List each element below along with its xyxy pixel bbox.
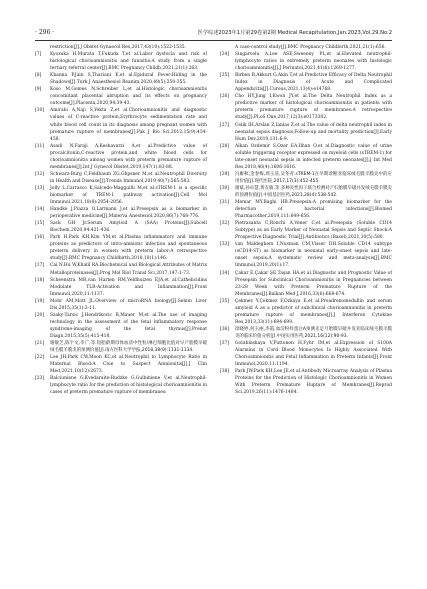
header-rule [35,40,392,41]
reference-entry [220,270,392,298]
reference-number: [36] [220,326,230,332]
reference-number: [25] [220,73,230,79]
reference-number: [19] [35,298,45,304]
reference-entry [35,206,207,220]
reference-number: [32] [220,221,230,227]
reference-number: [28] [220,143,230,149]
reference-number: [9] [35,87,42,93]
reference-entry [35,298,207,312]
reference-entry [35,277,207,298]
reference-number: [35] [220,298,230,304]
reference-text: Kyozuka H,Murata T,Fukuda T,et al.Labor dystocia and risk of histological chorioamnionitis and funisitis:A study from a single tertiary referral center[J].BMC Pregnancy Childb,2021,21(1):263. [50,52,207,72]
reference-entry [35,312,207,340]
right-column [220,44,392,396]
reference-text: 谢斌,孙卓慧,黄友敏,等.多种炎性因子联合检测对产妇胎膜早破并发绒毛膜羊膜炎的预测价值[J].中国基层医药,2021,28(4):538-542. [235,185,392,198]
reference-number: [8] [35,73,42,79]
reference-number: [26] [220,94,230,100]
reference-number: [24] [220,52,230,58]
reference-entry [220,51,392,72]
reference-entry [220,199,392,220]
reference-text: Park H,Park KH,Kim YM,et al.Plasma inflammatory and immune proteins as predictors of intra-amniotic infection and spontaneous preterm delivery in women with preterm labor:A retrospective study[J].BMC Pregnancy Childbirth,2018,18(1):146. [50,235,207,262]
reference-number: [14] [35,207,45,213]
reference-number: [7] [35,52,42,58]
reference-entry [220,340,392,368]
reference-entry [35,354,207,375]
reference-text: Balciuniene G,Kvedaraite-Rudzke G,Gulbiniene V,et al.Neutrophil-lymphocyte ratio for the prediction of histological chorioamnionitis in cases of preterm premature rupture of membranes: [50,376,207,396]
reference-entry [220,220,392,241]
reference-entry [220,185,392,199]
reference-entry [35,234,207,262]
reference-text: Alkan Ozdemir S,Ozer EA,Ilhan O,et al.Diagnostic value of urine soluble triggering receptor expressed on myeloid cells (sTREM-1) for late-onset neonatal sepsis in infected preterm neonates[J].J Int Med Res,2018,46(4):1606-1616. [235,143,392,170]
reference-text: Cai N,Hu W,Khalil RA.Biochemical and Biological Attributes of Matrix Metalloproteinases[J].Prog Mol Biol Transl Sci,2017,147:1-73. [50,263,207,276]
left-column [35,44,207,396]
page-header [35,28,392,38]
reference-entry [220,122,392,143]
page-number: · 296 · [35,29,55,36]
reference-text: van Maldeghem I,Nusman CM,Visser DH.Soluble CD14 subtype (sCD14-ST) as biomarker in neonatal early-onset sepsis and late-onset sepsis:A systematic review and meta-analysis[J].BMC Immunol,2019,20(1):17. [235,242,392,269]
reference-text: Çekmez Y,Çekmez F,Ozkaya E,et al.Proadrenomedullin and serum amyloid A as a predictor of subclinical chorioamnionitis in preterm premature rupture of membranes[J].J Interferon Cytokine Res,2013,33(11):694-699. [235,298,392,325]
reference-number: [34] [220,270,230,276]
reference-text: Pietrasanta C,Ronchi A,Vener C,et al.Presepsin (Soluble CD14 Subtype) as an Early Marker of Neonatal Sepsis and Septic Shock:A Prospective Diagnostic Trial[J].Antibiotics (Basel),2021,10(5):580. [235,221,392,241]
reference-number: [21] [35,340,45,346]
reference-text: 徐晓婷,何玉丽,李霞.血淀粉样蛋白A预测未足月胎膜早破并发亚临床绒毛膜羊膜炎的临床价值分析[J].中国实用医药,2021,16(12):90-93. [235,326,392,339]
reference-number: [17] [35,263,45,269]
reference-text: Mohr AM,Mott JL.Overview of microRNA biology[J].Semin Liver Dis,2015,35(1):3-11. [50,298,207,311]
reference-text: Koso M,Gomes N,Schreiber L,et al.Histologic chorioamnionitis concomitant placental abruption and its effects on pregnancy outcome[J].Placenta,2020,94:39-43. [50,87,207,107]
reference-text: 冯雁秋,金春梅,周玉清,吴冬青.sTREM-1在早期诊断亚临床绒毛膜羊膜炎中的应用价值[J].现代医院,2017,17(3):452-455. [235,171,392,184]
reference-entry [220,368,392,396]
reference-text: 谢敏芝,陈宇文,李广,等.短胎龄期母体血清中性粒/淋巴细胞比值对早产胎膜早破绒毛膜羊膜炎的预测价值[J].南方医科大学学报,2018,38(9):1131-1134. [50,340,207,354]
reference-entry [35,171,207,185]
reference-text: Asadi N,Faraji A,Keshavarzi A,et al.Predictive value of procalcitonin,C-reactive protein,and white blood cells for chorioamnionitis among women with preterm premature rupture of membranes[J].Int J Gynecol Obstet,2019,147(1):83-88. [50,143,207,170]
reference-entry [220,143,392,171]
reference-text: Singarvelu A,Lee ASE,Sweeney PL,et al.Elevated neutrophil-lymphocyte ratios in extremely preterm neonates with histologic chorioamnionitis[J].J Perinatol,2021,41(6):1269-1277. [235,52,392,72]
reference-number: [20] [35,312,45,318]
reference-entry [35,51,207,72]
reference-number: [27] [220,122,230,128]
reference-number: [37] [220,340,230,346]
reference-text: Cho HY,Jung I,Kwon JY,et al.The Delta Neutrophil Index as a predictive marker of histological chorioamnionitis in patients with preterm premature rupture of membranes:A retrospective study[J].PLoS One,2017,12(3):e0173382. [235,94,392,121]
reference-text: Lee JH,Park CW,Moon KC,et al.Neutrophil to Lymphocyte Ratio in Maternal Blood:A Clue to Suspect Amnionitis[J].J Clin Med,2021,10(12):2673. [50,355,207,375]
reference-entry [35,107,207,142]
reference-number: [11] [35,143,45,149]
reference-text: Memar MY,Baghi HB.Presepsin:A promising biomarker for the detection of bacterial infections[J].Biomed Pharmacother,2019,111:649-656. [235,200,392,220]
reference-text: Khanna P,Jain S,Thariani K,et al.Epidural Fever:Hiding in the Shadows[J].Turk J Anaesthesiol Reanim,2020,48(5):350-355. [50,73,207,86]
reference-number: [22] [35,355,45,361]
reference-number: [16] [35,235,45,241]
reference-entry [35,220,207,234]
reference-continuation: A case-control study[J].BMC Pregnancy Childbirth,2021,21(1):656. [235,45,386,50]
reference-text: Handke J,Piazza O,Larmann J,et al.Presepsin as a biomarker in perioperative medicine[J].Minerva Anestesiol,2020,86(7):768-776. [50,207,207,220]
reference-text: Park JW,Park KH,Lee JE,et al.Antibody Microarray Analysis of Plasma Proteins for the Prediction of Histologic Chorioamnionitis in Women With Preterm Premature Rupture of Membranes[J].Reprod Sci,2019,26(11):1476-1484. [235,369,392,396]
reference-text: Golubinskaya V,Puttonen H,Fyhr IM,et al.Expression of S100A Alarmins in Cord Blood Monocytes Is Highly Associated With Chorioamnionitis and Fetal Inflammation in Preterm Infants[J].Front Immunol,2020,11:1194. [235,340,392,368]
reference-entry [35,72,207,86]
reference-text: Amirabi A,Naji S,Yekta Z,et al.Chorioamnionitis and diagnostic values of C-reactive protein,Erythrocyte sedimentation rate and white blood cell count in its diagnosis among pregnant women with premature rupture of membranes[J].Pak J Bio Sci,2012,15(9):454-458. [50,108,207,142]
reference-entry [35,143,207,171]
reference-text: Scheenstra MR,van Harten RM,Veldhuizen EJA,et al.Cathelicidins Modulate TLR-Activation and Inflammation[J].Front Immunol,2020,11:1137. [50,277,207,297]
reference-entry [35,86,207,107]
reference-number: [30] [220,185,230,191]
reference-number: [10] [35,108,45,114]
reference-number: [12] [35,171,45,177]
reference-entry [220,72,392,93]
reference-entry [35,185,207,206]
reference-text: Sack GH Jr.Serum Amyloid A (SAA) Proteins[J].Subcell Biochem,2020,94:421-436. [50,221,207,234]
journal-citation: 医学综述2023年1月第29卷第2期 Medical Recapitulation,Jan.2023,Vol.29,No.2 [197,30,392,36]
reference-number: [33] [220,242,230,248]
reference-text: Szaky-Tarsic J,Hendrikovic B,Mauer M,et al.The use of imaging technology in the assessment of the fetal inflammatory response syndrome-imaging of the fetal thymus[J].Prenat Diagn,2015,35(5):415-418. [50,312,207,339]
reference-number: [31] [220,200,230,206]
reference-text: Schwarz-Burg C,Feldbaum ZG,Gbpsner M,et al.Neutrophil Diversity in Health and Disease[J].Trends Immunol,2019,40(7):565-583. [50,171,207,184]
reference-text: Jolly L,Carrasco K,Salcedo-Magguilli M,et al.sTREM-1 is a specific biomarker of TREM-1 pathway activation[J].Cell Mol Immunol,2021,18(8):2054-2056. [50,185,207,206]
reference-number: [29] [220,171,230,177]
reference-entry [35,340,207,354]
reference-continuation: restriction[J].J Obstet Gynaecol Res,2017,43(10):1522-1535. [50,45,187,50]
reference-entry [220,298,392,326]
reference-entry [220,326,392,340]
reference-entry [35,375,207,396]
reference-text: Celik IH,Arslan Z,Ianlas Z,et al.The value of delta neutrophil index in neonatal sepsis diagnosis,Follow-up and mortality prediction[J].Early Hum Dev,2019,131:6-9. [235,122,392,142]
reference-number: [13] [35,185,45,191]
reference-number: [15] [35,221,45,227]
reference-number: [18] [35,277,45,283]
reference-entry [220,93,392,121]
reference-number: [38] [220,369,230,375]
reference-number: [23] [35,376,45,382]
reference-entry [35,262,207,276]
reference-text: Çakar E,Çakar ŞE,Taşan HA,et al.Diagnostic and Prognostic Value of Presepsin for Subclinical Chorioamnionitis in Pregnancies between 23-28 Week with Preterm Premature Rupture of the Membranes[J].Balkan Med J,2016,33(6):668-674. [235,270,392,297]
reference-entry [220,171,392,185]
reference-entry [220,241,392,269]
reference-text: Birben B,Akkurt G,Akin T,et al.Predictive Efficacy of Delta Neutrophil Index in Diagnosis of Acute and Complicated Appendicitis[J].Cureus,2021,13(4):e14768. [235,73,392,93]
